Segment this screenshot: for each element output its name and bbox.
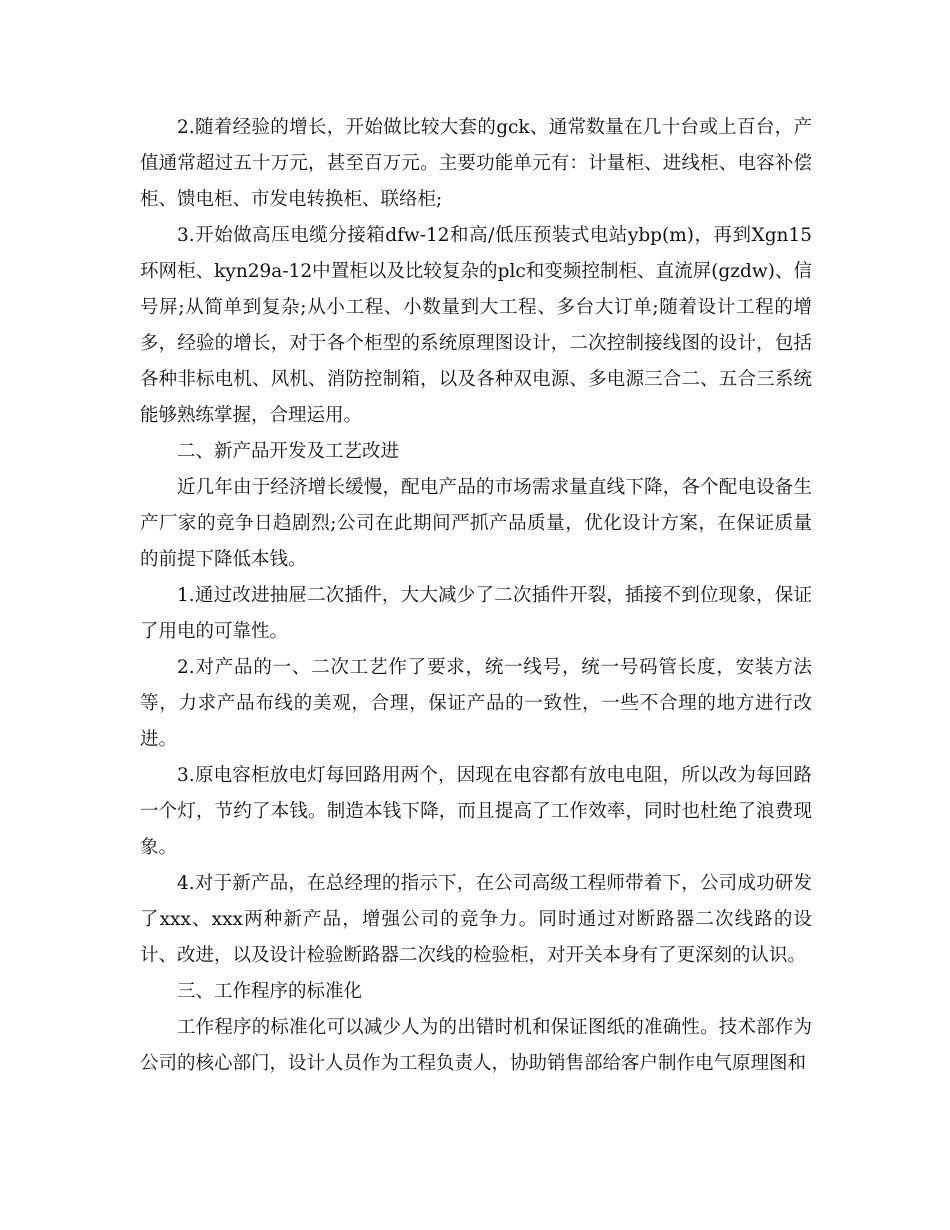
section-heading-standardization: 三、工作程序的标准化 (177, 981, 363, 1002)
paragraph-market-competition: 近几年由于经济增长缓慢，配电产品的市场需求量直线下降，各个配电设备生产厂家的竞争日趋剧烈;公司在此期间严抓产品质量，优化设计方案，在保证质量的前提下降低本钱。 (140, 477, 812, 570)
paragraph-drawer-plug-improvement: 1.通过改进抽屉二次插件，大大减少了二次插件开裂，插接不到位现象，保证了用电的可靠性。 (140, 585, 812, 642)
paragraph-standardization-body: 工作程序的标准化可以减少人为的出错时机和保证图纸的准确性。技术部作为公司的核心部门，设计人员作为工程负责人，协助销售部给客户制作电气原理图和 (140, 1017, 812, 1074)
paragraph-new-product-development: 4.对于新产品，在总经理的指示下，在公司高级工程师带着下，公司成功研发了xxx、xxx两种新产品，增强公司的竞争力。同时通过对断路器二次线路的设计、改进，以及设计检验断路器二次线的检验柜，对开关本身有了更深刻的认识。 (140, 873, 812, 966)
document-page (140, 110, 812, 1082)
paragraph-gck-experience: 2.随着经验的增长，开始做比较大套的gck、通常数量在几十台或上百台，产值通常超过五十万元，甚至百万元。主要功能单元有：计量柜、进线柜、电容补偿柜、馈电柜、市发电转换柜、联络柜; (140, 117, 812, 210)
paragraph-capacitor-lamp: 3.原电容柜放电灯每回路用两个，因现在电容都有放电电阻，所以改为每回路一个灯，节约了本钱。制造本钱下降，而且提高了工作效率，同时也杜绝了浪费现象。 (140, 765, 812, 858)
section-heading-new-products: 二、新产品开发及工艺改进 (177, 441, 400, 462)
paragraph-high-voltage-cabinets: 3.开始做高压电缆分接箱dfw-12和高/低压预装式电站ybp(m)，再到Xgn15环网柜、kyn29a-12中置柜以及比较复杂的plc和变频控制柜、直流屏(gzdw)、信号屏;从简单到复杂;从小工程、小数量到大工程、多台大订单;随着设计工程的增多，经验的增长，对于各个柜型的系统原理图设计，二次控制接线图的设计，包括各种非标电机、风机、消防控制箱，以及各种双电源、多电源三合二、五合三系统能够熟练掌握，合理运用。 (140, 225, 812, 426)
paragraph-process-requirements: 2.对产品的一、二次工艺作了要求，统一线号，统一号码管长度，安装方法等，力求产品布线的美观，合理，保证产品的一致性，一些不合理的地方进行改进。 (140, 657, 812, 750)
